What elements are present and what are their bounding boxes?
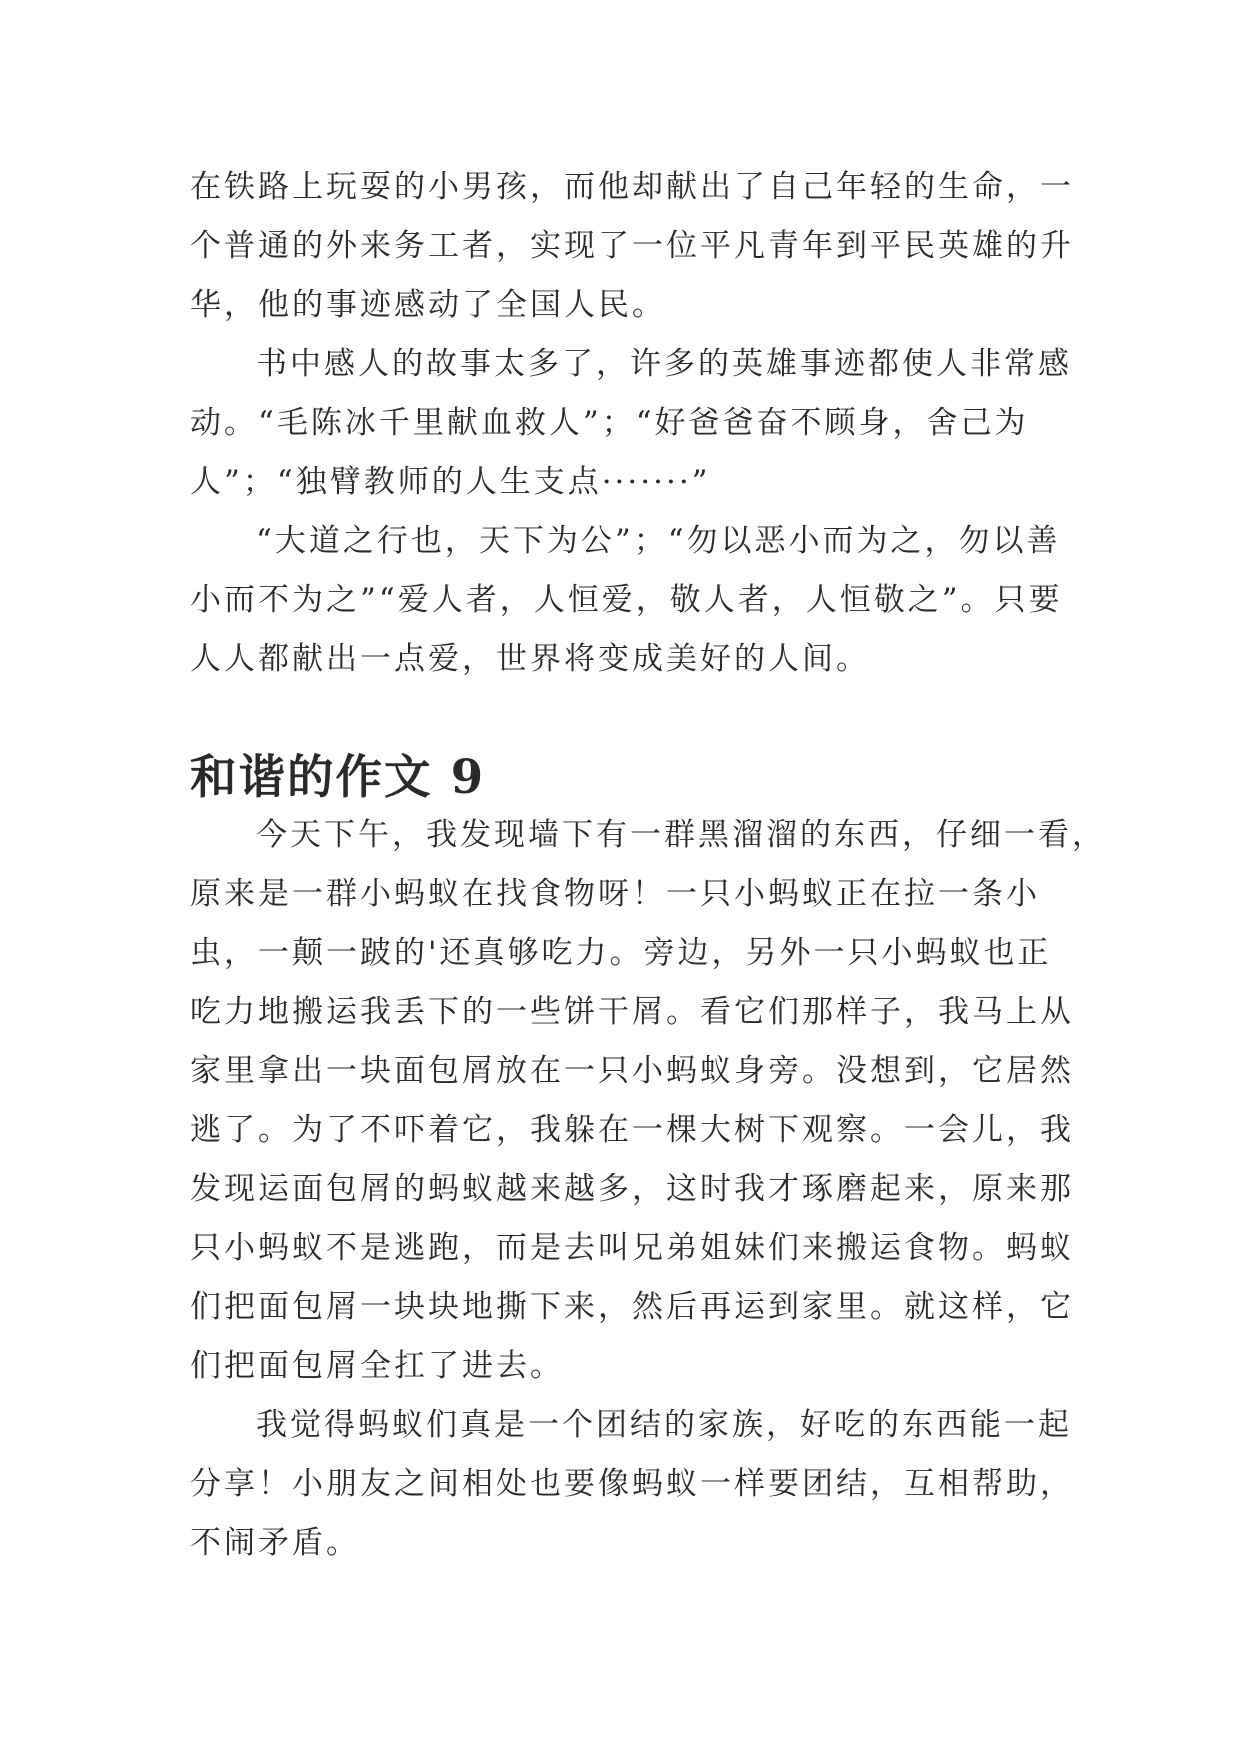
paragraph-conclusion <box>190 1396 1074 1573</box>
text-line: 分享！小朋友之间相处也要像蚂蚁一样要团结，互相帮助， <box>190 1466 1074 1502</box>
text-line: 们把面包屑全扛了进去。 <box>190 1348 564 1384</box>
text-line: 动。“毛陈冰千里献血救人”；“好爸爸奋不顾身，舍己为 <box>190 405 1029 441</box>
document-body <box>190 158 1106 1573</box>
text-line: 个普通的外来务工者，实现了一位平凡青年到平民英雄的升 <box>190 228 1074 264</box>
text-line: 们把面包屑一块块地撕下来，然后再运到家里。就这样，它 <box>190 1289 1074 1325</box>
text-line: 书中感人的故事太多了，许多的英雄事迹都使人非常感 <box>256 346 1072 382</box>
text-line: 小而不为之”“爱人者，人恒爱，敬人者，人恒敬之”。只要 <box>190 582 1063 618</box>
text-line: 虫，一颠一跛的'还真够吃力。旁边，另外一只小蚂蚁也正 <box>190 935 1052 971</box>
paragraph-railway-hero <box>190 158 1074 335</box>
text-line: 人”；“独臂教师的人生支点·······” <box>190 464 711 500</box>
text-line: 华，他的事迹感动了全国人民。 <box>190 287 666 323</box>
text-line: 不闹矛盾。 <box>190 1525 360 1561</box>
paragraph-ants-story <box>190 806 1106 1396</box>
text-line: 家里拿出一块面包屑放在一只小蚂蚁身旁。没想到，它居然 <box>190 1053 1074 1089</box>
text-line: “大道之行也，天下为公”；“勿以恶小而为之，勿以善 <box>256 523 1061 559</box>
text-line: 人人都献出一点爱，世界将变成美好的人间。 <box>190 641 870 677</box>
text-line: 发现运面包屑的蚂蚁越来越多，这时我才琢磨起来，原来那 <box>190 1171 1074 1207</box>
text-line: 只小蚂蚁不是逃跑，而是去叫兄弟姐妹们来搬运食物。蚂蚁 <box>190 1230 1074 1266</box>
text-line: 在铁路上玩耍的小男孩，而他却献出了自己年轻的生命，一 <box>190 169 1074 205</box>
text-line: 原来是一群小蚂蚁在找食物呀！一只小蚂蚁正在拉一条小 <box>190 876 1040 912</box>
section-spacer <box>190 689 1050 747</box>
text-line: 我觉得蚂蚁们真是一个团结的家族，好吃的东西能一起 <box>256 1407 1072 1443</box>
text-line: 今天下午，我发现墙下有一群黑溜溜的东西，仔细一看， <box>256 817 1106 853</box>
paragraph-quotations <box>190 512 1063 689</box>
text-line: 逃了。为了不吓着它，我躲在一棵大树下观察。一会儿，我 <box>190 1112 1074 1148</box>
essay-title: 和谐的作文 9 <box>190 749 486 804</box>
text-line: 吃力地搬运我丢下的一些饼干屑。看它们那样子，我马上从 <box>190 994 1074 1030</box>
paragraph-touching-stories <box>190 335 1072 512</box>
